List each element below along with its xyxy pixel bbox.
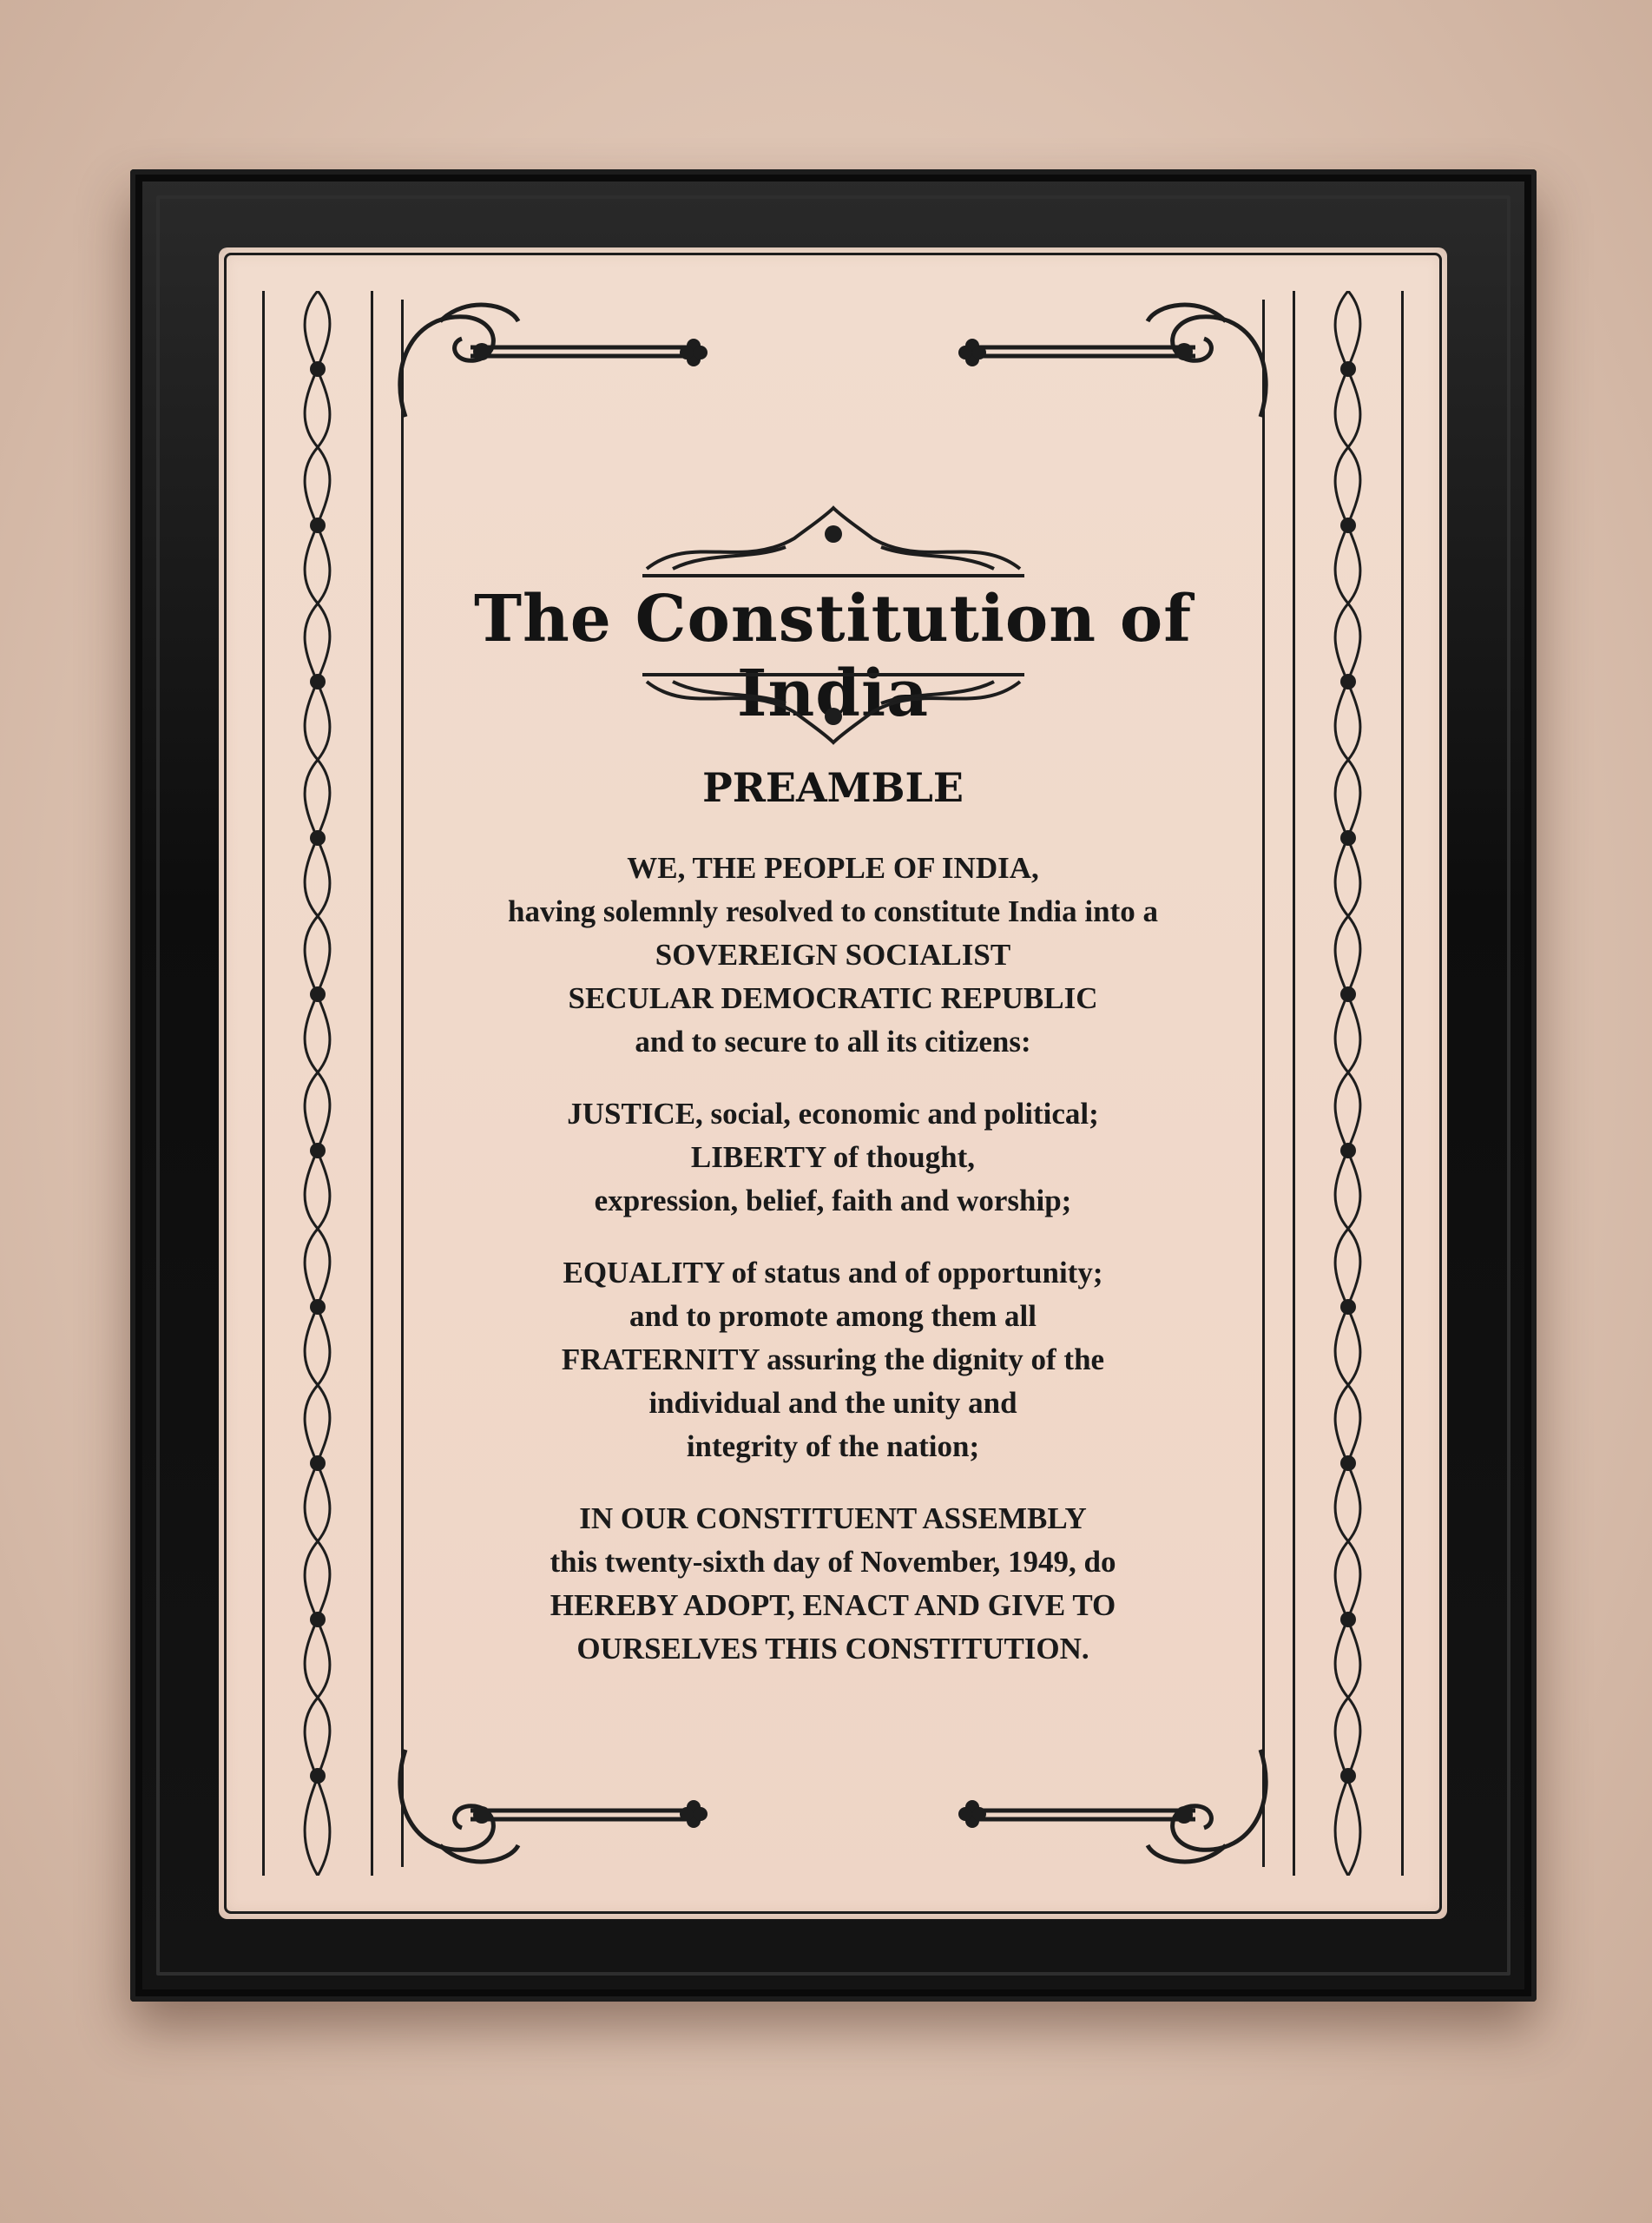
- preamble-line: SECULAR DEMOCRATIC REPUBLIC: [568, 981, 1098, 1015]
- preamble-sheet: [219, 247, 1447, 1919]
- corner-flourish-bottom-left-icon: [388, 1741, 718, 1871]
- preamble-line: and to secure to all its citizens:: [635, 1025, 1031, 1059]
- preamble-line: and to promote among them all: [629, 1299, 1037, 1333]
- document-title: The Constitution of India: [473, 582, 1193, 731]
- preamble-line: SOVEREIGN SOCIALIST: [655, 938, 1011, 972]
- preamble-line: having solemnly resolved to constitute India into a: [508, 894, 1158, 928]
- left-floral-border: [262, 291, 373, 1876]
- preamble-line: individual and the unity and: [648, 1386, 1017, 1420]
- title-ornament-top-icon: [638, 499, 1029, 582]
- floral-vine-right-icon: [1295, 291, 1401, 1876]
- corner-flourish-bottom-right-icon: [948, 1741, 1278, 1871]
- preamble-heading: PREAMBLE: [702, 764, 964, 811]
- corner-flourish-top-left-icon: [388, 295, 718, 425]
- title-ornament-bottom-icon: [638, 669, 1029, 751]
- preamble-line: this twenty-sixth day of November, 1949, do: [550, 1545, 1116, 1579]
- corner-flourish-top-right-icon: [948, 295, 1278, 425]
- preamble-line: FRATERNITY assuring the dignity of the: [561, 1342, 1105, 1376]
- preamble-line: expression, belief, faith and worship;: [594, 1184, 1072, 1217]
- preamble-line: JUSTICE, social, economic and political;: [567, 1097, 1099, 1131]
- right-floral-border: [1293, 291, 1404, 1876]
- floral-vine-left-icon: [265, 291, 371, 1876]
- preamble-line: EQUALITY of status and of opportunity;: [563, 1256, 1103, 1290]
- preamble-line: IN OUR CONSTITUENT ASSEMBLY: [579, 1501, 1087, 1535]
- preamble-line: integrity of the nation;: [686, 1429, 980, 1463]
- preamble-line: LIBERTY of thought,: [690, 1140, 976, 1174]
- preamble-line: OURSELVES THIS CONSTITUTION.: [576, 1632, 1089, 1666]
- preamble-line: HEREBY ADOPT, ENACT AND GIVE TO: [550, 1588, 1116, 1622]
- preamble-line: WE, THE PEOPLE OF INDIA,: [627, 851, 1039, 885]
- inner-border-rules: [401, 300, 1265, 1867]
